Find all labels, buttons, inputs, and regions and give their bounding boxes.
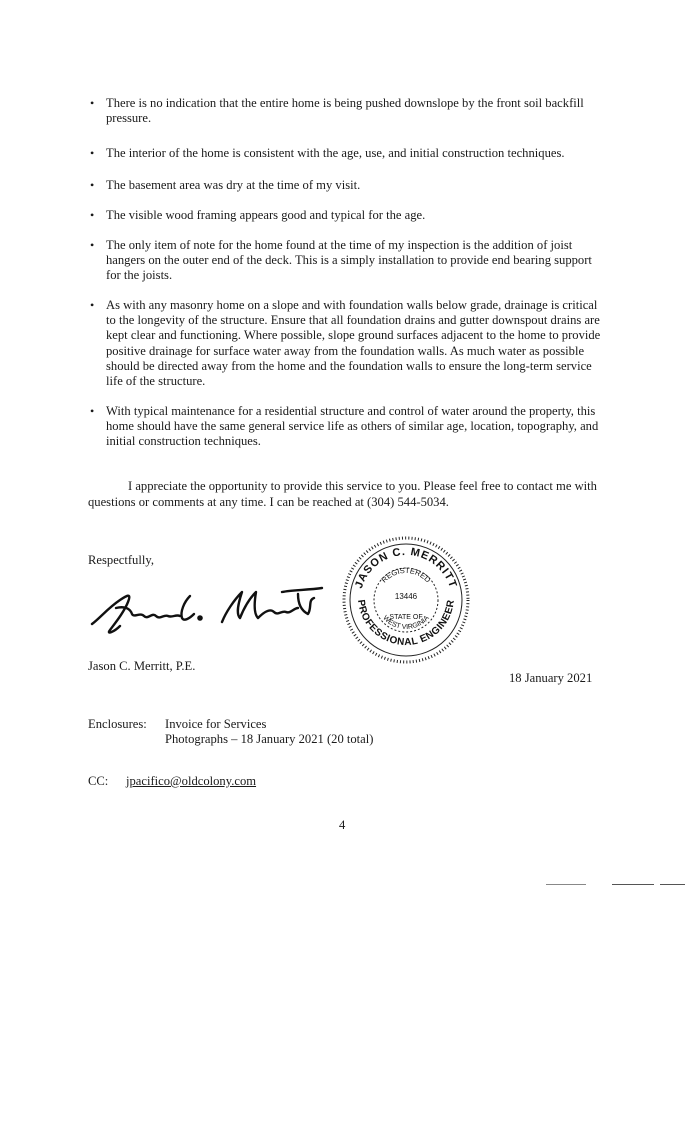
list-item-text: The only item of note for the home found at the time of my inspection is the addition of joist hangers on the outer end of the deck. This is a simply installation to provide end bearing support for the joists. [106,238,592,283]
seal-title: PROFESSIONAL ENGINEER [354,598,458,649]
enclosures-label: Enclosures: [88,717,147,731]
salutation: Respectfully, [88,553,154,567]
svg-text:REGISTERED [380,566,433,585]
list-item-text: The visible wood framing appears good and typical for the age. [106,208,426,222]
cc-label: CC: [88,774,109,788]
seal-number: 13446 [394,592,418,601]
bullet-icon: • [90,146,95,160]
bullet-icon: • [90,96,95,110]
list-item [90,146,602,161]
seal-state: WEST VIRGINIA [381,614,431,632]
enclosure-item: Photographs – 18 January 2021 (20 total) [165,732,374,746]
cc-email-link[interactable]: jpacifico@oldcolony.com [126,774,257,788]
seal-state-of: STATE OF [389,614,423,621]
list-item-text: As with any masonry home on a slope and with foundation walls below grade, drainage is critical to the longevity of the structure. Ensure that all foundation drains and gutter downspout drains are kept clear and functioning. Where possible, slope ground surfaces adjacent to the home to provide positive drainage for surface water away from the foundation walls. As much water as possible should be directed away from the home and the foundation walls to ensure the long-term service life of the structure. [106,298,601,389]
list-item-text: The interior of the home is consistent with the age, use, and initial construction techniques. [106,146,565,160]
scan-artifact-line [660,884,685,885]
list-item-text: The basement area was dry at the time of my visit. [106,178,361,192]
signer-name: Jason C. Merritt, P.E. [88,659,196,673]
closing-paragraph: I appreciate the opportunity to provide this service to you. Please feel free to contact me with questions or comments at any time. I can be reached at (304) 544-5034. [88,479,597,509]
list-item [90,208,602,223]
list-item-text: With typical maintenance for a residential structure and control of water around the property, this home should have the same general service life as others of similar age, location, topography, and initial construction techniques. [106,404,599,449]
enclosure-item: Invoice for Services [165,717,267,731]
bullet-icon: • [90,298,95,312]
list-item [90,178,602,193]
letter-date: 18 January 2021 [509,671,593,685]
list-item [90,238,602,284]
bullet-icon: • [90,404,95,418]
seal-name: JASON C. MERRITT [352,545,460,590]
scan-artifact-line [546,884,586,885]
bullet-icon: • [90,208,95,222]
list-item [90,298,602,389]
bullet-icon: • [90,238,95,252]
scan-artifact-line [612,884,654,885]
professional-engineer-seal [336,535,476,665]
svg-text:PROFESSIONAL ENGINEER [355,599,457,648]
list-item [90,96,602,126]
list-item [90,404,602,450]
signature [86,578,336,640]
page-number: 4 [339,818,346,832]
seal-registered: REGISTERED [379,565,433,585]
list-item-text: There is no indication that the entire home is being pushed downslope by the front soil backfill pressure. [106,96,584,126]
bullet-icon: • [90,178,95,192]
